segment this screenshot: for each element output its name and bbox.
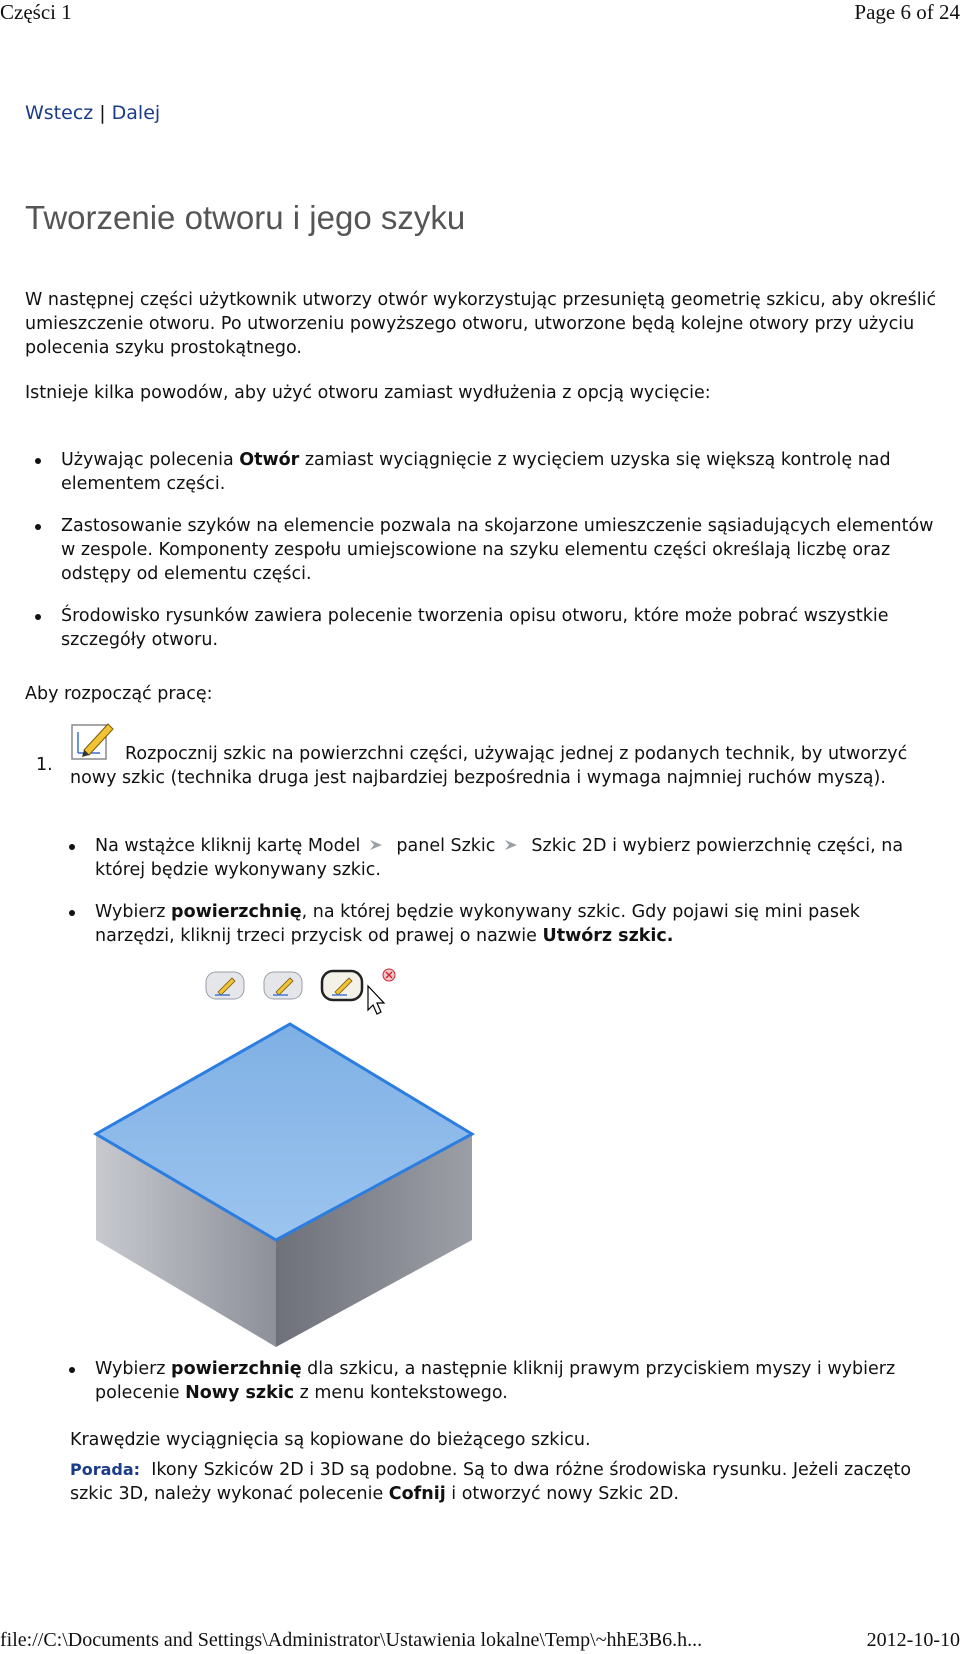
print-footer (0, 1628, 960, 1652)
reason-3-text: Środowisko rysunków zawiera polecenie tworzenia opisu otworu, które może pobrać wszystkie szczegóły otworu. (61, 606, 889, 650)
technique-2-bold-end: Utwórz szkic. (542, 926, 674, 946)
reasons-list (61, 448, 941, 652)
header-title: Części 1 (0, 0, 72, 24)
reason-2-text: Zastosowanie szyków na elemencie pozwala na skojarzone umieszczenie sąsiadujących elementów w zespole. Komponenty zespołu umiejscowione na szyku elementu części określają liczbę oraz odstępy od elementu części. (61, 516, 934, 584)
list-item (95, 834, 945, 882)
page-title: Tworzenie otworu i jego szyku (25, 199, 466, 236)
header-page-number: Page 6 of 24 (854, 0, 960, 24)
step-1-text: Rozpocznij szkic na powierzchni części, używając jednej z podanych technik, by utworzyć nowy szkic (technika druga jest najbardziej bezpośrednia i wymaga najmniej ruchów myszą). (70, 744, 908, 788)
tip-text: Ikony Szkiców 2D i 3D są podobne. Są to dwa różne środowiska rysunku. Jeżeli zaczęto szkic 3D, należy wykonać polecenie (70, 1460, 912, 1504)
start-label: Aby rozpocząć pracę: (25, 684, 213, 704)
reason-1-text: Używając polecenia (61, 450, 240, 470)
intro-paragraph: W następnej części użytkownik utworzy otwór wykorzystując przesuniętą geometrię szkicu, aby określić umieszczenie otworu. Po utworzeniu powyższego otworu, utworzone będą kolejne otwory przy użyciu polecenia szyku prostokątnego. (25, 290, 937, 358)
reasons-intro: Istnieje kilka powodów, aby użyć otworu zamiast wydłużenia z opcją wycięcie: (25, 383, 711, 403)
list-item (95, 900, 945, 948)
step-number: 1. (36, 755, 53, 775)
tip-label: Porada: (70, 1460, 141, 1479)
technique-3-text: Wybierz (95, 1359, 172, 1379)
tip-paragraph (70, 1458, 950, 1506)
reason-1-text-end: zamiast wyciągnięcie z wycięciem uzyska się większą kontrolę nad elementem części. (61, 450, 891, 494)
technique-2-text: Wybierz (95, 902, 172, 922)
edges-note: Krawędzie wyciągnięcia są kopiowane do bieżącego szkicu. (70, 1430, 591, 1450)
mini-toolbar-image (204, 966, 404, 1016)
nav-separator: | (99, 102, 106, 124)
chevron-right-icon (370, 838, 388, 852)
list-item (61, 604, 941, 652)
technique-3-text-end: z menu kontekstowego. (294, 1383, 508, 1403)
technique-3-text-mid: dla szkicu, a następnie kliknij prawym przyciskiem myszy i wybierz polecenie (95, 1359, 896, 1403)
footer-date: 2012-10-10 (866, 1629, 960, 1651)
technique-1-text: Na wstążce kliknij kartę Model (95, 836, 361, 856)
tip-bold: Cofnij (388, 1484, 446, 1504)
technique-3-bold-2: Nowy szkic (185, 1383, 295, 1403)
technique-2-bold: powierzchnię (171, 902, 302, 922)
print-header (0, 0, 960, 24)
navigation-links (25, 101, 160, 125)
technique-2-text-mid: , na której będzie wykonywany szkic. Gdy pojawi się mini pasek narzędzi, kliknij trzeci przycisk od prawej o nazwie (95, 902, 860, 946)
chevron-right-icon (505, 838, 523, 852)
list-item (61, 448, 941, 496)
list-item (95, 1357, 945, 1405)
tip-text-end: i otworzyć nowy Szkic 2D. (445, 1484, 679, 1504)
list-item (61, 514, 941, 586)
footer-path: file://C:\Documents and Settings\Administrator\Ustawienia lokalne\Temp\~hhE3B6.h... (0, 1629, 703, 1651)
technique-1-text-end: Szkic 2D i wybierz powierzchnię części, na której będzie wykonywany szkic. (95, 836, 904, 880)
technique-3-bold: powierzchnię (171, 1359, 302, 1379)
technique-1-panel: panel Szkic (396, 836, 496, 856)
reason-1-bold: Otwór (239, 450, 300, 470)
block-illustration (90, 1022, 490, 1352)
step-1-techniques-cont (95, 1357, 945, 1405)
next-link[interactable]: Dalej (111, 102, 161, 124)
back-link[interactable]: Wstecz (25, 102, 94, 124)
step-1-techniques (95, 834, 945, 948)
